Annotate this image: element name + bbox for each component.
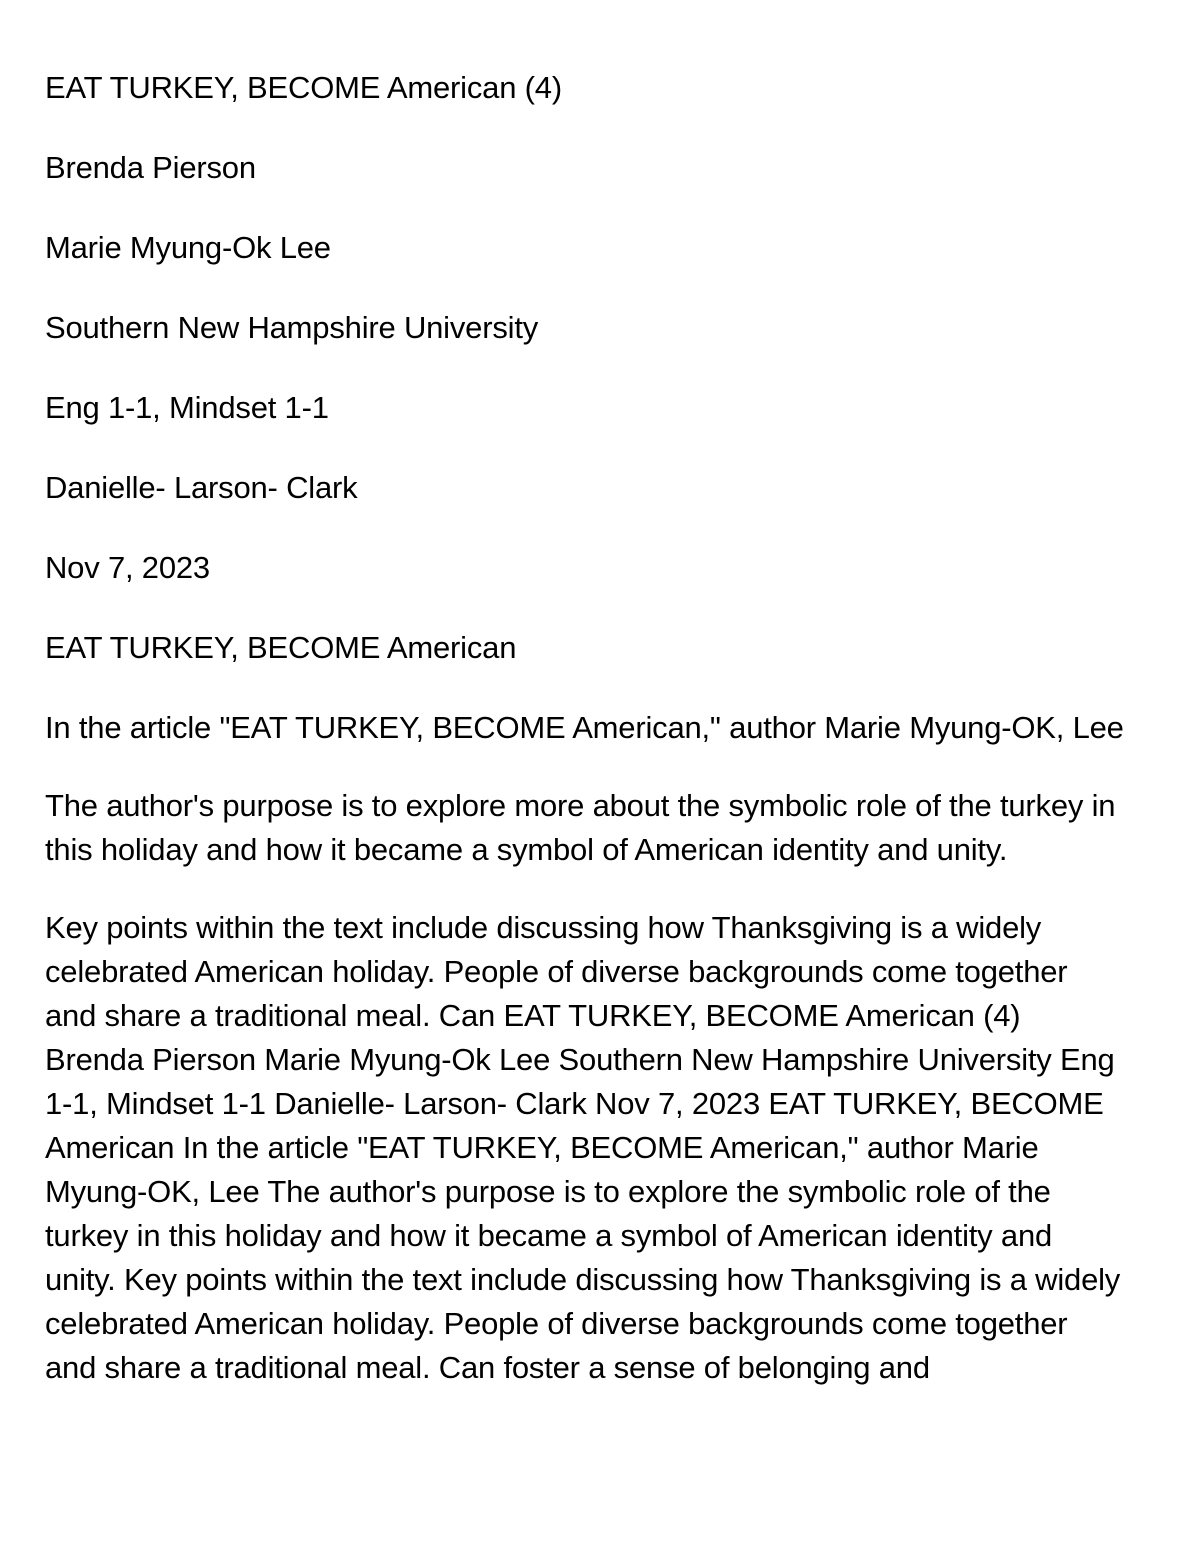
course-name: Eng 1-1, Mindset 1-1	[45, 390, 329, 425]
paragraph-intro: In the article "EAT TURKEY, BECOME American," author Marie Myung-OK, Lee	[45, 710, 1124, 745]
student-name: Brenda Pierson	[45, 150, 256, 185]
essay-title: EAT TURKEY, BECOME American	[45, 630, 517, 665]
university-name: Southern New Hampshire University	[45, 310, 539, 345]
header-title: EAT TURKEY, BECOME American (4)	[45, 70, 562, 105]
paragraph-purpose: The author's purpose is to explore more about the symbolic role of the turkey in this holiday and how it became a symbol of American identity and unity.	[45, 788, 1116, 867]
document-body	[45, 66, 1125, 1426]
paragraph-key-points: Key points within the text include discussing how Thanksgiving is a widely celebrated American holiday. People of diverse backgrounds come together and share a traditional meal. Can EAT TURKEY, BECOME American (4) Brenda Pierson Marie Myung-Ok Lee Southern New Hampshire University Eng 1-1, Mindset 1-1 Danielle- Larson- Clark Nov 7, 2023 EAT TURKEY, BECOME American In the article "EAT TURKEY, BECOME American," author Marie Myung-OK, Lee The author's purpose is to explore the symbolic role of the turkey in this holiday and how it became a symbol of American identity and unity. Key points within the text include discussing how Thanksgiving is a widely celebrated American holiday. People of diverse backgrounds come together and share a traditional meal. Can foster a sense of belonging and	[45, 910, 1121, 1385]
document-date: Nov 7, 2023	[45, 550, 210, 585]
article-author: Marie Myung-Ok Lee	[45, 230, 331, 265]
instructor-name: Danielle- Larson- Clark	[45, 470, 358, 505]
